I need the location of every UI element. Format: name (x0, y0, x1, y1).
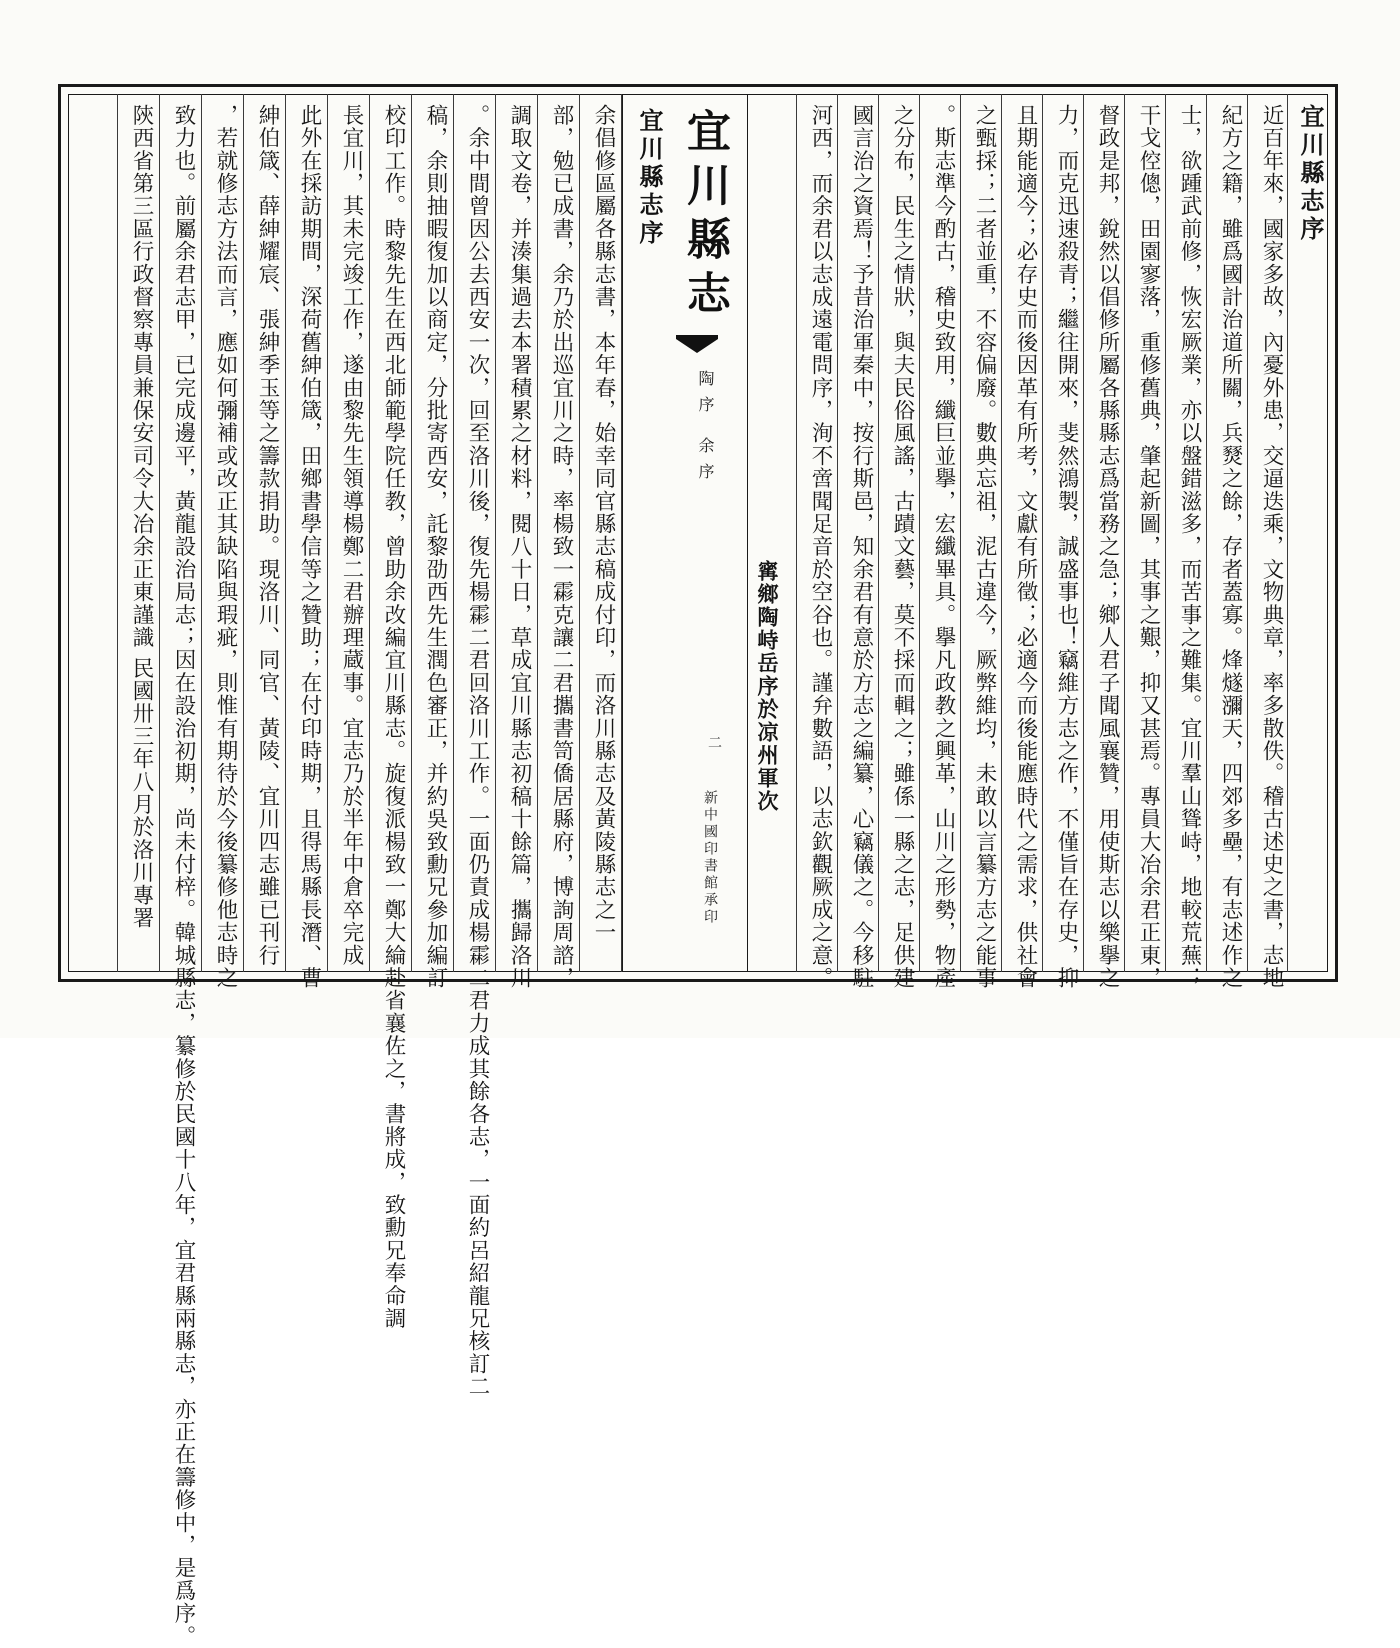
column-rule (411, 94, 412, 972)
yu-preface-column-5: 稿，余則抽暇復加以商定，分批寄西安，託黎劭西先生潤色審正，并約吳致勳兄參加編訂 (423, 104, 448, 990)
column-rule (537, 94, 538, 972)
column-rule (1001, 94, 1002, 972)
fishtail-mark-icon (676, 335, 718, 355)
column-rule (495, 94, 496, 972)
column-rule (579, 94, 580, 972)
column-rule (117, 94, 118, 972)
yu-preface-column-6: 校印工作。時黎先生在西北師範學院任教，曾助余改編宜川縣志。旋復派楊致一鄭大綸赴省襄佐之，書將成，致勳兄奉命調 (381, 104, 406, 1330)
tao-preface-column-7: 且期能適今；必存史而後因革有所考，文獻有所徵；必適今而後能應時代之需求，供社會 (1013, 104, 1038, 990)
column-rule (453, 94, 454, 972)
tao-preface-column-1: 近百年來，國家多故，內憂外患，交逼迭乘，文物典章，率多散佚。稽古述史之書，志地 (1259, 104, 1284, 990)
tao-preface-column-3: 士，欲踵武前修，恢宏厥業，亦以盤錯滋多，而苦事之難集。宜川羣山聳峙，地較荒蕪； (1177, 104, 1202, 990)
tao-preface-column-2: 紀方之籍，雖爲國計治道所關，兵燹之餘，存者蓋寡。烽燧瀰天，四郊多壘，有志述作之 (1218, 104, 1243, 990)
column-rule (1083, 94, 1084, 972)
tao-preface-column-6: 力，而克迅速殺青；繼往開來，斐然鴻製，誠盛事也！竊維方志之作，不僅旨在存史，抑 (1054, 104, 1079, 990)
column-rule (837, 94, 838, 972)
book-title: 宜川縣志 (679, 108, 730, 324)
tao-preface-column-4: 干戈倥傯，田園寥落，重修舊典，肇起新圖，其事之艱，抑又甚焉。專員大冶余君正東， (1136, 104, 1161, 990)
column-rule (201, 94, 202, 972)
column-rule (1124, 94, 1125, 972)
left-page (68, 94, 622, 1648)
column-rule (878, 94, 879, 972)
column-rule (243, 94, 244, 972)
column-rule (1206, 94, 1207, 972)
tao-preface-column-12: 河西，而余君以志成遠電問序，洵不啻聞足音於空谷也。謹弁數語，以志欽觀厥成之意。 (808, 104, 833, 990)
column-rule (919, 94, 920, 972)
yu-preface-column-10: ，若就修志方法而言，應如何彌補或改正其缺陷與瑕疵，則惟有期待於今後纂修他志時之 (213, 104, 238, 990)
column-rule (1247, 94, 1248, 972)
column-rule (369, 94, 370, 972)
column-rule (159, 94, 160, 972)
column-rule (1287, 94, 1288, 972)
yu-preface-column-7: 長宜川，其未完竣工作，遂由黎先生領導楊鄭二君辦理蔵事。宜志乃於半年中倉卒完成 (339, 104, 364, 967)
tao-signature: 寗鄉陶峙岳序於凉州軍次 (755, 560, 780, 813)
column-rule (960, 94, 961, 972)
yu-preface-column-9: 紳伯箴、薛紳耀宸、張紳季玉等之籌款捐助。現洛川、同官、黃陵、宜川四志雖已刊行 (255, 104, 280, 967)
yu-preface-column-2: 部，勉已成書，余乃於出巡宜川之時，率楊致一霦克讓二君攜書笥僑居縣府，博詢周諮， (549, 104, 574, 990)
tao-preface-title: 宜川縣志序 (1296, 104, 1325, 244)
tao-preface-column-11: 國言治之資焉！予昔治軍秦中，按行斯邑，知余君有意於方志之編纂，心竊儀之。今移駐 (849, 104, 874, 990)
column-rule (1165, 94, 1166, 972)
section-label: 陶序 余序 (696, 370, 715, 490)
tao-preface-column-9: 。斯志準今酌古，稽史致用，纖巨並擧，宏纖畢具。擧凡政教之興革，山川之形勢，物產 (931, 104, 956, 990)
yu-preface-title: 宜川縣志序 (635, 108, 664, 248)
tao-preface-column-10: 之分布，民生之情狀，與夫民俗風謠，古蹟文藝，莫不採而輯之；雖係一縣之志，足供建 (890, 104, 915, 990)
column-rule (621, 94, 622, 972)
column-rule (285, 94, 286, 972)
page-number: 二 (706, 735, 722, 749)
printer-credit: 新中國印書館承印 (702, 790, 718, 926)
column-rule (1042, 94, 1043, 972)
tao-preface-column-5: 督政是邦，銳然以倡修所屬各縣縣志爲當務之急；鄉人君子聞風襄贊，用使斯志以樂擧之 (1095, 104, 1120, 990)
yu-preface-column-8: 此外在採訪期間，深荷舊紳伯箴，田鄉書學信等之贊助；在付印時期，且得馬縣長潛、曹 (297, 104, 322, 990)
yu-preface-column-12: 陝西省第三區行政督察專員兼保安司令大冶余正東謹識 民國卅三年八月於洛川專署 (129, 104, 154, 930)
yu-preface-column-3: 調取文卷，并湊集過去本署積累之材料，閱八十日，草成宜川縣志初稿十餘篇，攜歸洛川 (507, 104, 532, 990)
yu-preface-column-4: 。余中間曾因公去西安一次，回至洛川後，復先楊霦二君回洛川工作。一面仍責成楊霦二君力成其餘各志，一面約呂紹龍兄核訂二 (465, 104, 490, 1398)
tao-preface-column-8: 之甄採；二者並重，不容偏廢。數典忘祖，泥古違今，厥弊維均，未敢以言纂方志之能事 (972, 104, 997, 990)
column-rule (796, 94, 797, 972)
yu-preface-column-11: 致力也。前屬余君志甲，已完成邊平，黃龍設治局志；因在設治初期，尚未付梓。韓城縣志，纂修於民國十八年，宜君縣兩縣志，亦正在籌修中，是爲序。 (171, 104, 196, 1648)
yu-preface-column-1: 余倡修區屬各縣志書，本年春，始幸同官縣志稿成付印，而洛川縣志及黃陵縣志之一 (591, 104, 616, 944)
right-page (748, 94, 1328, 990)
column-rule (327, 94, 328, 972)
